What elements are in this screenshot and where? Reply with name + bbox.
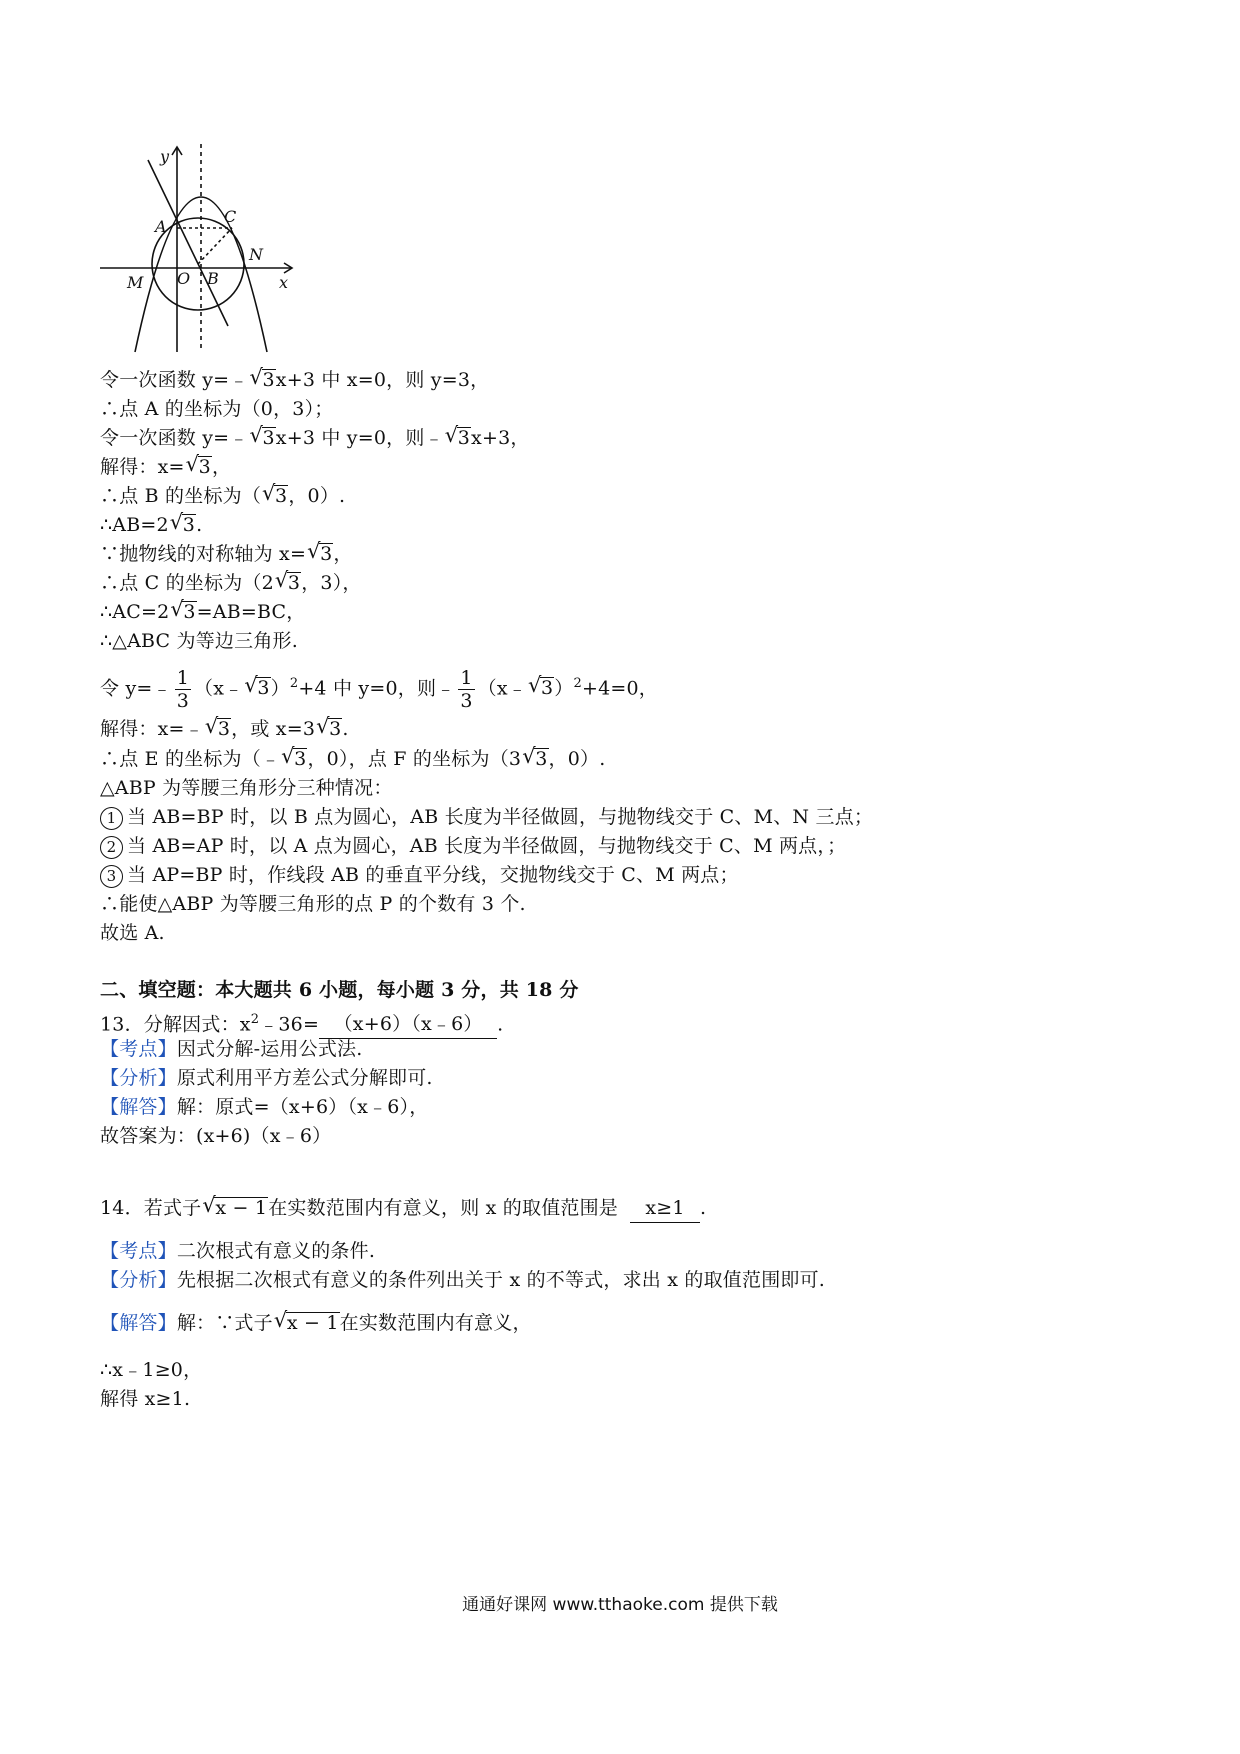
- q13-answer-blank: （x+6）（x﹣6）: [319, 1010, 497, 1039]
- solution-line-11: 令 y=﹣ $\frac{1}{3}$ （x﹣√ 3）$^2$+4 中 y=0，则﹣ $\frac{1}{3}$ （x﹣√ 3）$^2$+4=0，: [100, 658, 658, 714]
- q14-line-1: ∴x﹣1≥0，: [100, 1359, 203, 1381]
- solution-line-13: ∴点 E 的坐标为（﹣√ 3，0），点 F 的坐标为（3√ 3，0）.: [100, 745, 605, 773]
- q14-kaodian: 【考点】二次根式有意义的条件.: [100, 1240, 376, 1262]
- solution-line-14: △ABP 为等腰三角形分三种情况：: [100, 777, 393, 799]
- solution-line-4: 解得：x=√ 3，: [100, 453, 231, 481]
- solution-line-10: ∴△ABC 为等边三角形.: [100, 630, 298, 652]
- section-heading: 二、填空题：本大题共 6 小题，每小题 3 分，共 18 分: [100, 979, 579, 1001]
- case-1: 1 当 AB=BP 时，以 B 点为圆心，AB 长度为半径做圆，与抛物线交于 C、M、N 三点；: [100, 803, 873, 831]
- dashed-bc: [198, 228, 232, 264]
- circled-number-1: 1: [100, 807, 123, 830]
- solution-line-7: ∵抛物线的对称轴为 x=√ 3，: [100, 540, 353, 568]
- q14-question: 14．若式子√ x − 1在实数范围内有意义，则 x 的取值范围是 x≥1 .: [100, 1194, 706, 1223]
- solution-line-1: 令一次函数 y=﹣√ 3x+3 中 x=0，则 y=3，: [100, 366, 489, 394]
- solution-line-2: ∴点 A 的坐标为（0，3）；: [100, 398, 334, 420]
- solution-line-8: ∴点 C 的坐标为（2√ 3，3），: [100, 569, 362, 597]
- solution-line-3: 令一次函数 y=﹣√ 3x+3 中 y=0，则﹣√ 3x+3，: [100, 424, 530, 452]
- label-m: M: [127, 273, 144, 292]
- label-n: N: [249, 245, 263, 264]
- q13-final: 故答案为：(x+6)（x﹣6）: [100, 1125, 332, 1147]
- solution-line-18: ∴能使△ABP 为等腰三角形的点 P 的个数有 3 个.: [100, 893, 526, 915]
- q14-jieda: 【解答】解：∵式子√ x − 1在实数范围内有意义，: [100, 1309, 532, 1337]
- line-ab: [148, 160, 228, 326]
- solution-line-19: 故选 A.: [100, 922, 165, 944]
- q14-line-2: 解得 x≥1.: [100, 1388, 191, 1410]
- solution-line-12: 解得：x=﹣√ 3，或 x=3√ 3.: [100, 715, 349, 743]
- q14-fenxi: 【分析】先根据二次根式有意义的条件列出关于 x 的不等式，求出 x 的取值范围即可.: [100, 1269, 826, 1291]
- q14-answer-blank: x≥1: [630, 1194, 700, 1223]
- q13-jieda: 【解答】解：原式=（x+6）（x﹣6），: [100, 1096, 429, 1118]
- solution-line-5: ∴点 B 的坐标为（√ 3，0）.: [100, 482, 345, 510]
- page-footer: 通通好课网 www.tthaoke.com 提供下载: [462, 1595, 778, 1615]
- label-y: y: [160, 147, 170, 166]
- label-a: A: [155, 217, 167, 236]
- solution-line-9: ∴AC=2√ 3=AB=BC，: [100, 598, 305, 626]
- solution-line-6: ∴AB=2√ 3.: [100, 511, 202, 539]
- label-c: C: [224, 207, 237, 226]
- label-x: x: [279, 273, 289, 292]
- circled-number-2: 2: [100, 836, 123, 859]
- case-2: 2 当 AB=AP 时，以 A 点为圆心，AB 长度为半径做圆，与抛物线交于 C、M 两点，；: [100, 832, 846, 860]
- label-b: B: [207, 269, 219, 288]
- geometry-figure: [100, 142, 300, 354]
- q13-fenxi: 【分析】原式利用平方差公式分解即可.: [100, 1067, 433, 1089]
- case-3: 3 当 AP=BP 时，作线段 AB 的垂直平分线，交抛物线交于 C、M 两点；: [100, 861, 739, 889]
- circled-number-3: 3: [100, 865, 123, 888]
- q13-question: 13．分解因式：$x^2﹣36=$ （x+6）（x﹣6） .: [100, 1006, 503, 1039]
- label-o: O: [177, 269, 191, 288]
- q13-kaodian: 【考点】因式分解-运用公式法.: [100, 1038, 363, 1060]
